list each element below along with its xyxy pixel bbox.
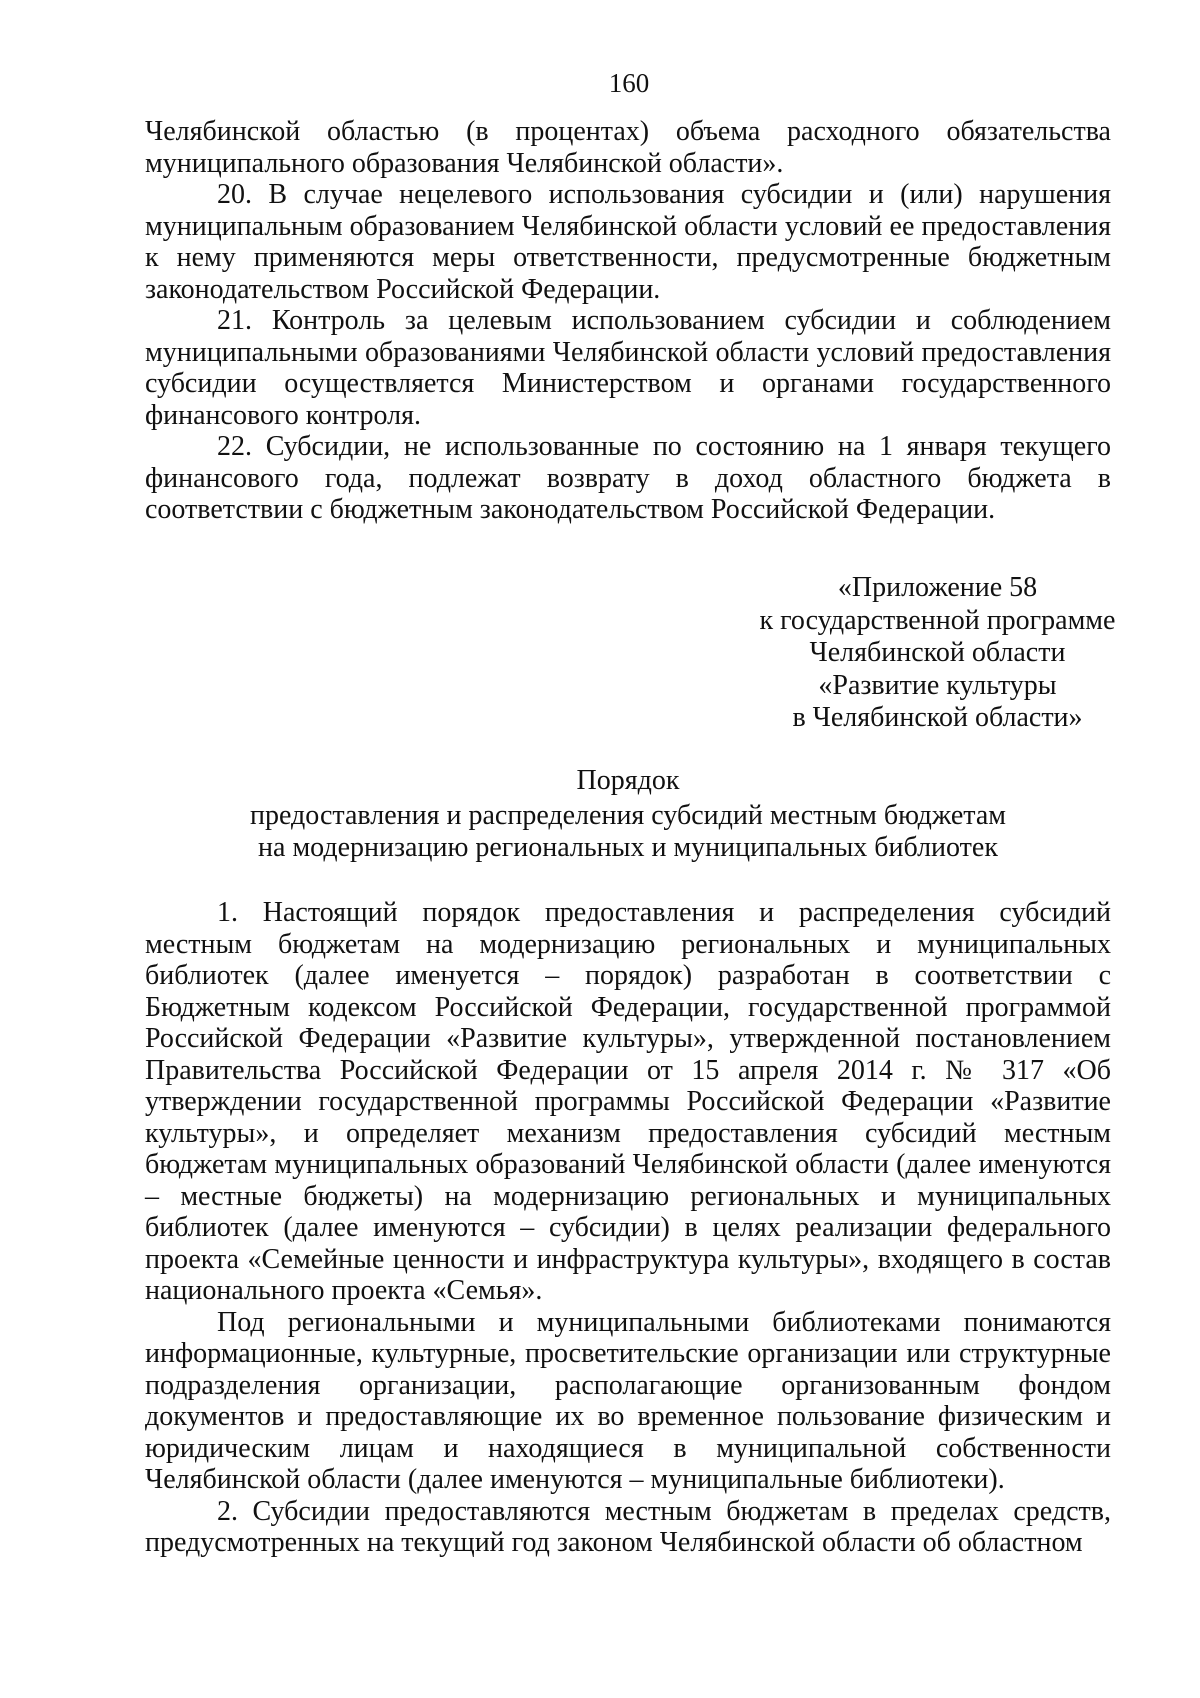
- title-main: Порядок: [576, 765, 680, 796]
- document-title: [145, 765, 1111, 865]
- paragraph-2: 2. Субсидии предоставляются местным бюджетам в пределах средств, предусмотренных на текущий год законом Челябинской области об областном: [145, 1495, 1111, 1558]
- paragraph-20: 20. В случае нецелевого использования субсидии и (или) нарушения муниципальным образованием Челябинской области условий ее предоставления к нему применяются меры ответственности, предусмотренные бюджетным законодательством Российской Федерации.: [145, 179, 1111, 305]
- page-number: 160: [608, 68, 650, 98]
- appendix-line: в Челябинской области»: [792, 702, 1083, 733]
- appendix-line: Челябинской области: [809, 637, 1066, 668]
- appendix-line: «Развитие культуры: [818, 669, 1057, 701]
- main-text-block: [145, 897, 1111, 1559]
- appendix-line: «Приложение 58: [837, 572, 1038, 603]
- paragraph-continuation: Челябинской областью (в процентах) объема расходного обязательства муниципального образования Челябинской области».: [145, 116, 1111, 179]
- paragraph-1: 1. Настоящий порядок предоставления и распределения субсидий местным бюджетам на модернизацию региональных и муниципальных библиотек (далее именуется – порядок) разработан в соответствии с Бюджетным кодексом Российской Федерации, государственной программой Российской Федерации «Развитие культуры», утвержденной постановлением Правительства Российской Федерации от 15 апреля 2014 г. № 317 «Об утверждении государственной программы Российской Федерации «Развитие культуры», и определяет механизм предоставления субсидий местным бюджетам муниципальных образований Челябинской области (далее именуются – местные бюджеты) на модернизацию региональных и муниципальных библиотек (далее именуются – субсидии) в целях реализации федерального проекта «Семейные ценности и инфраструктура культуры», входящего в состав национального проекта «Семья».: [145, 897, 1111, 1306]
- paragraph-22: 22. Субсидии, не использованные по состоянию на 1 января текущего финансового года, подлежат возврату в доход областного бюджета в соответствии с бюджетным законодательством Российской Федерации.: [145, 431, 1111, 525]
- appendix-line: к государственной программе: [759, 604, 1116, 636]
- top-text-block: [145, 116, 1111, 526]
- title-line: на модернизацию региональных и муниципальных библиотек: [258, 832, 998, 863]
- title-line: предоставления и распределения субсидий местным бюджетам: [249, 799, 1007, 831]
- paragraph-libraries-definition: Под региональными и муниципальными библиотеками понимаются информационные, культурные, просветительские организации или структурные подразделения организации, располагающие организованным фондом документов и предоставляющие их во временное пользование физическим и юридическим лицам и находящиеся в муниципальной собственности Челябинской области (далее именуются – муниципальные библиотеки).: [145, 1306, 1111, 1495]
- appendix-heading: [700, 572, 1175, 735]
- paragraph-21: 21. Контроль за целевым использованием субсидии и соблюдением муниципальными образованиями Челябинской области условий предоставления субсидии осуществляется Министерством и органами государственного финансового контроля.: [145, 305, 1111, 431]
